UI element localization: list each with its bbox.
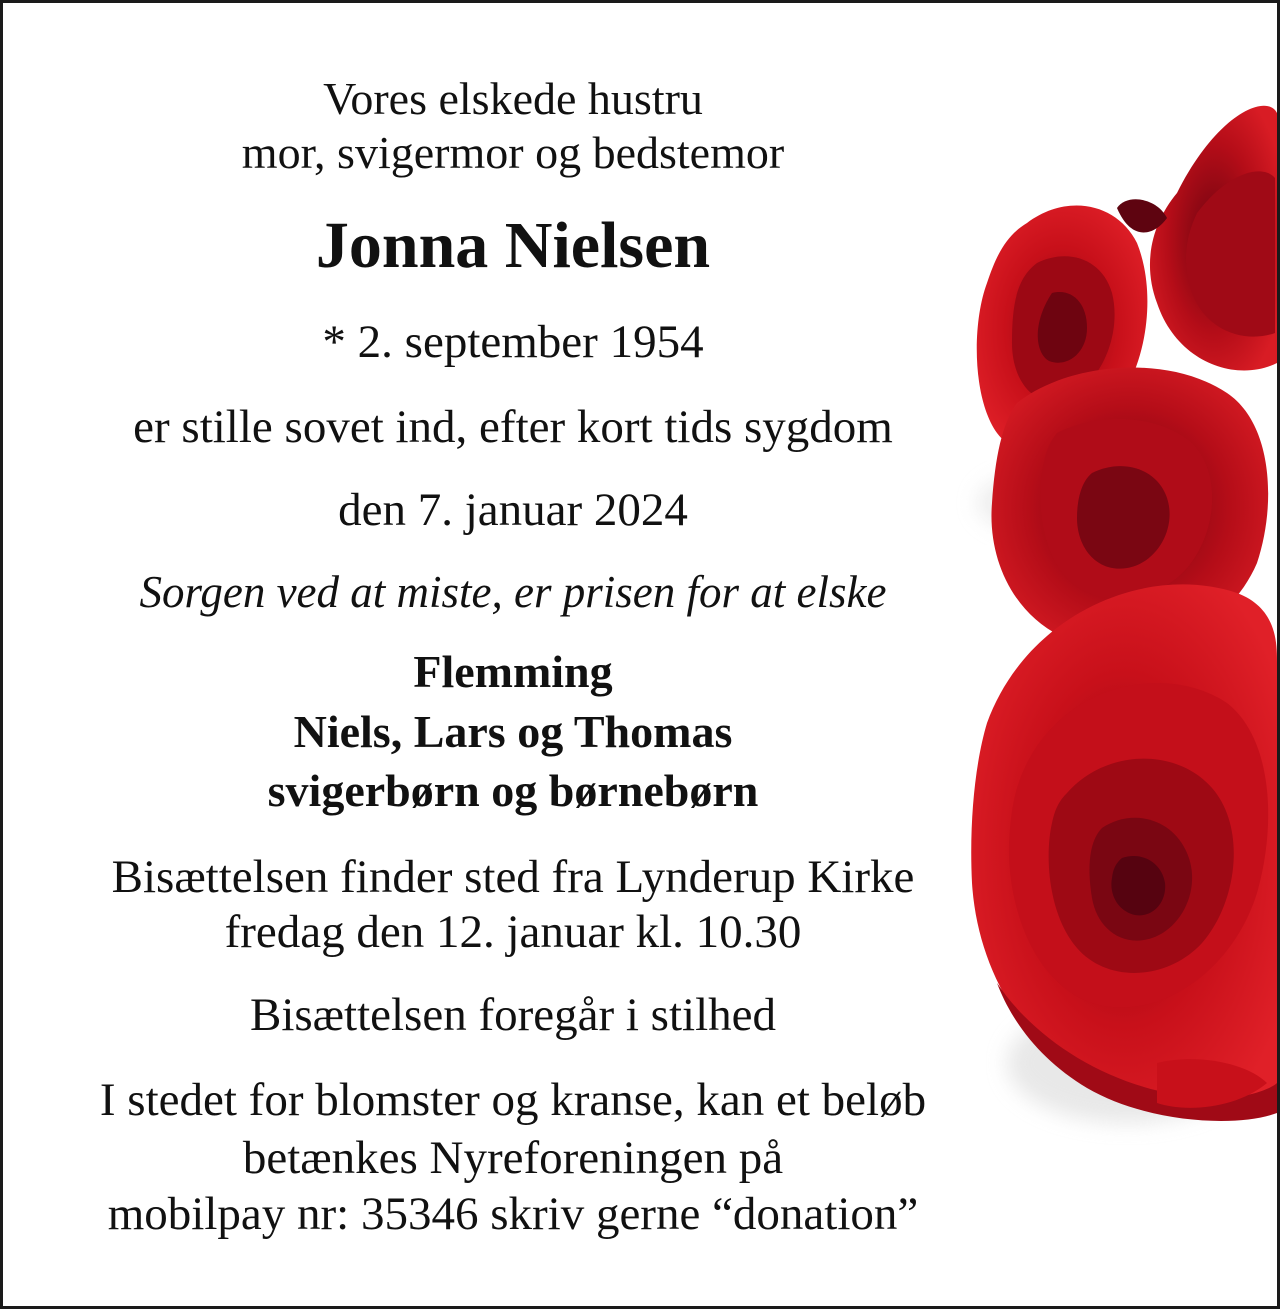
donation-line: betænkes Nyreforeningen på xyxy=(242,1132,784,1184)
donation-line: I stedet for blomster og kranse, kan et beløb xyxy=(99,1074,927,1126)
passed-text: er stille sovet ind, efter kort tids sygdom xyxy=(133,401,893,453)
quote: Sorgen ved at miste, er prisen for at elske xyxy=(139,567,887,617)
funeral-location: Bisættelsen finder sted fra Lynderup Kirke xyxy=(111,851,915,903)
deceased-name: Jonna Nielsen xyxy=(315,209,711,282)
silence-note: Bisættelsen foregår i stilhed xyxy=(249,989,777,1041)
funeral-time: fredag den 12. januar kl. 10.30 xyxy=(224,906,802,958)
birth-date: * 2. september 1954 xyxy=(322,316,704,368)
intro-line: mor, svigermor og bedstemor xyxy=(241,127,785,178)
family-line: svigerbørn og børnebørn xyxy=(267,765,759,816)
death-date: den 7. januar 2024 xyxy=(338,484,688,536)
family-line: Flemming xyxy=(413,646,613,697)
family-line: Niels, Lars og Thomas xyxy=(293,706,733,757)
donation-line: mobilpay nr: 35346 skriv gerne “donation” xyxy=(107,1188,919,1240)
intro-line: Vores elskede hustru xyxy=(323,73,703,124)
